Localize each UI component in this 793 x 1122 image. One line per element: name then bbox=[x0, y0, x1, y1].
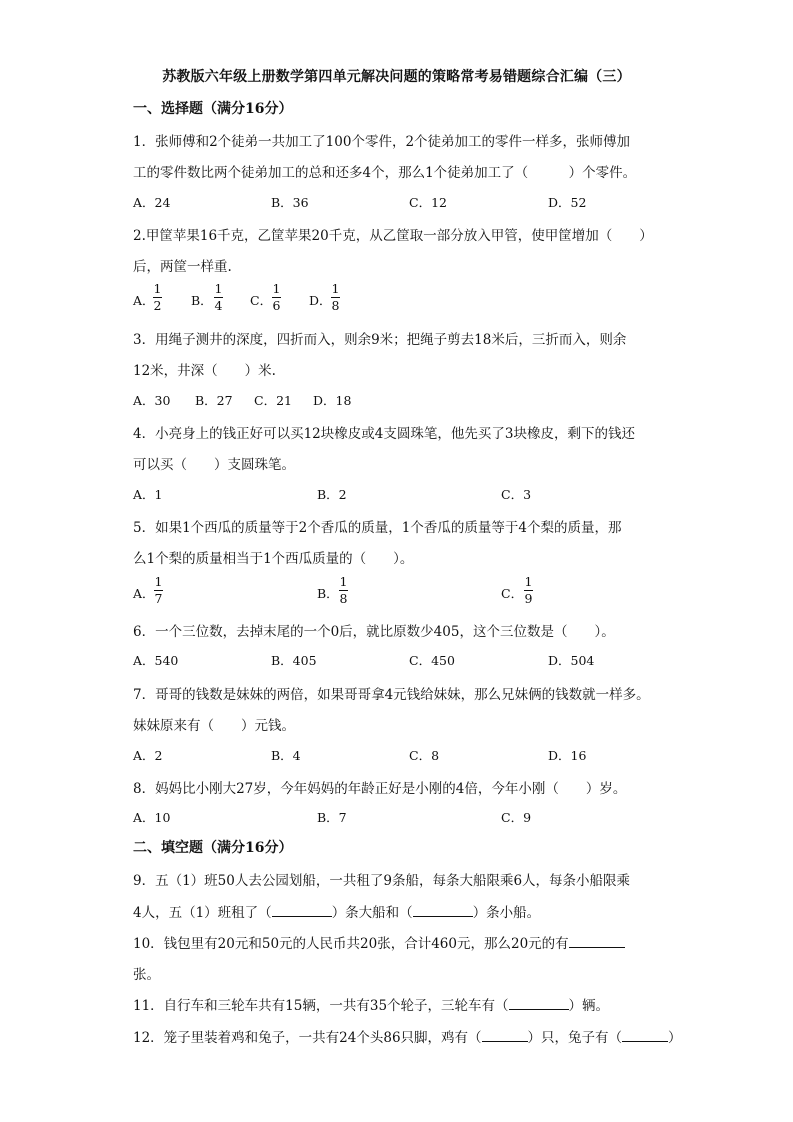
question-2-option-a-label: A． bbox=[133, 293, 155, 308]
question-9-text-a: 4人，五（1）班租了（ bbox=[133, 905, 272, 921]
answer-blank[interactable] bbox=[272, 916, 332, 917]
question-3-option-d: D．18 bbox=[313, 393, 352, 408]
question-9-line-1: 9．五（1）班50人去公园划船，一共租了9条船，每条大船限乘6人，每条小船限乘 bbox=[133, 873, 631, 889]
question-3-option-b: B．27 bbox=[195, 393, 233, 408]
question-12-text-a: 12．笼子里装着鸡和兔子，一共有24个头86只脚，鸡有（ bbox=[133, 1030, 482, 1046]
answer-blank[interactable] bbox=[413, 916, 473, 917]
question-6-option-b: B．405 bbox=[271, 653, 317, 668]
question-7-line-1: 7．哥哥的钱数是妹妹的两倍，如果哥哥拿4元钱给妹妹，那么兄妹俩的钱数就一样多。 bbox=[133, 687, 650, 703]
question-6-line-1: 6．一个三位数，去掉末尾的一个0后，就比原数少405，这个三位数是（ ）。 bbox=[133, 624, 615, 640]
question-2-line-1: 2.甲筐苹果16千克，乙筐苹果20千克，从乙筐取一部分放入甲管，使甲筐增加（ ） bbox=[133, 228, 653, 244]
question-4-option-b: B．2 bbox=[317, 487, 347, 502]
question-5-option-a-fraction bbox=[154, 575, 163, 606]
question-7-line-2: 妹妹原来有（ ）元钱。 bbox=[133, 718, 295, 734]
question-8-option-c: C．9 bbox=[501, 810, 532, 825]
question-8-option-a: A．10 bbox=[133, 810, 171, 825]
page-title: 苏教版六年级上册数学第四单元解决问题的策略常考易错题综合汇编（三） bbox=[162, 69, 631, 85]
fraction-denominator: 2 bbox=[153, 298, 162, 313]
question-2-option-c-label: C． bbox=[250, 293, 273, 308]
fraction-numerator: 1 bbox=[339, 574, 348, 589]
question-5-option-c-label: C． bbox=[501, 586, 524, 601]
question-2-option-d-fraction bbox=[331, 282, 340, 313]
question-5-option-b-label: B． bbox=[317, 586, 339, 601]
question-6-option-c: C．450 bbox=[409, 653, 455, 668]
question-3-line-2: 12米，井深（ ）米. bbox=[133, 363, 276, 379]
question-2-option-d-label: D． bbox=[309, 293, 332, 308]
question-4-line-2: 可以买（ ）支圆珠笔。 bbox=[133, 457, 295, 473]
question-3-option-c: C．21 bbox=[254, 393, 292, 408]
question-1-option-d: D．52 bbox=[548, 195, 587, 210]
fraction-denominator: 9 bbox=[524, 591, 533, 606]
question-2-line-2: 后，两筐一样重. bbox=[133, 259, 232, 275]
question-12-line-1 bbox=[133, 1026, 682, 1046]
question-5-line-2: 么1个梨的质量相当于1个西瓜质量的（ ）。 bbox=[133, 551, 414, 567]
question-12-text-b: ）只，兔子有（ bbox=[527, 1030, 623, 1046]
answer-blank[interactable] bbox=[569, 947, 625, 948]
question-1-option-c: C．12 bbox=[409, 195, 447, 210]
question-2-option-c-fraction bbox=[272, 282, 281, 313]
question-7-option-b: B．4 bbox=[271, 748, 301, 763]
question-5-line-1: 5．如果1个西瓜的质量等于2个香瓜的质量，1个香瓜的质量等于4个梨的质量，那 bbox=[133, 520, 622, 536]
section-heading-fill-blank: 二、填空题（满分16分） bbox=[133, 840, 293, 856]
question-8-option-b: B．7 bbox=[317, 810, 347, 825]
question-5-option-b-fraction bbox=[339, 575, 348, 606]
answer-blank[interactable] bbox=[482, 1041, 528, 1042]
fraction-numerator: 1 bbox=[524, 574, 533, 589]
question-11-text-a: 11．自行车和三轮车共有15辆，一共有35个轮子，三轮车有（ bbox=[133, 998, 509, 1014]
fraction-numerator: 1 bbox=[272, 281, 281, 296]
fraction-denominator: 7 bbox=[154, 591, 163, 606]
question-7-option-a: A．2 bbox=[133, 748, 163, 763]
question-6-option-d: D．504 bbox=[548, 653, 595, 668]
question-12-text-c: ） bbox=[668, 1030, 682, 1046]
question-10-line-1 bbox=[133, 932, 625, 952]
fraction-denominator: 4 bbox=[214, 298, 223, 313]
question-7-option-c: C．8 bbox=[409, 748, 440, 763]
question-7-option-d: D．16 bbox=[548, 748, 587, 763]
fraction-numerator: 1 bbox=[214, 281, 223, 296]
question-1-line-1: 1．张师傅和2个徒弟一共加工了100个零件，2个徒弟加工的零件一样多，张师傅加 bbox=[133, 134, 631, 150]
question-5-option-a-label: A． bbox=[133, 586, 155, 601]
question-4-line-1: 4．小亮身上的钱正好可以买12块橡皮或4支圆珠笔，他先买了3块橡皮，剩下的钱还 bbox=[133, 426, 635, 442]
question-1-line-2: 工的零件数比两个徒弟加工的总和还多4个，那么1个徒弟加工了（ ）个零件。 bbox=[133, 165, 637, 181]
question-10-line-2: 张。 bbox=[133, 967, 160, 983]
section-heading-choice: 一、选择题（满分16分） bbox=[133, 101, 293, 117]
answer-blank[interactable] bbox=[622, 1041, 668, 1042]
question-2-option-b-label: B． bbox=[191, 293, 213, 308]
fraction-denominator: 8 bbox=[331, 298, 340, 313]
question-4-option-c: C．3 bbox=[501, 487, 532, 502]
question-9-text-b: ）条大船和（ bbox=[331, 905, 413, 921]
fraction-numerator: 1 bbox=[153, 281, 162, 296]
question-8-line-1: 8．妈妈比小刚大27岁，今年妈妈的年龄正好是小刚的4倍，今年小刚（ ）岁。 bbox=[133, 781, 627, 797]
question-5-option-c-fraction bbox=[524, 575, 533, 606]
question-11-line-1 bbox=[133, 994, 609, 1014]
question-2-option-b-fraction bbox=[214, 282, 223, 313]
question-3-line-1: 3．用绳子测井的深度，四折而入，则余9米；把绳子剪去18米后，三折而入，则余 bbox=[133, 332, 627, 348]
question-1-option-a: A．24 bbox=[133, 195, 171, 210]
question-9-line-2 bbox=[133, 901, 540, 921]
question-3-option-a: A．30 bbox=[133, 393, 171, 408]
fraction-numerator: 1 bbox=[154, 574, 163, 589]
fraction-denominator: 8 bbox=[339, 591, 348, 606]
question-9-text-c: ）条小船。 bbox=[472, 905, 541, 921]
question-1-option-b: B．36 bbox=[271, 195, 309, 210]
question-11-text-b: ）辆。 bbox=[568, 998, 610, 1014]
question-2-option-a-fraction bbox=[153, 282, 162, 313]
question-6-option-a: A．540 bbox=[133, 653, 179, 668]
question-4-option-a: A．1 bbox=[133, 487, 163, 502]
answer-blank[interactable] bbox=[509, 1009, 569, 1010]
question-10-text: 10．钱包里有20元和50元的人民币共20张，合计460元，那么20元的有 bbox=[133, 936, 569, 952]
fraction-denominator: 6 bbox=[272, 298, 281, 313]
fraction-numerator: 1 bbox=[331, 281, 340, 296]
